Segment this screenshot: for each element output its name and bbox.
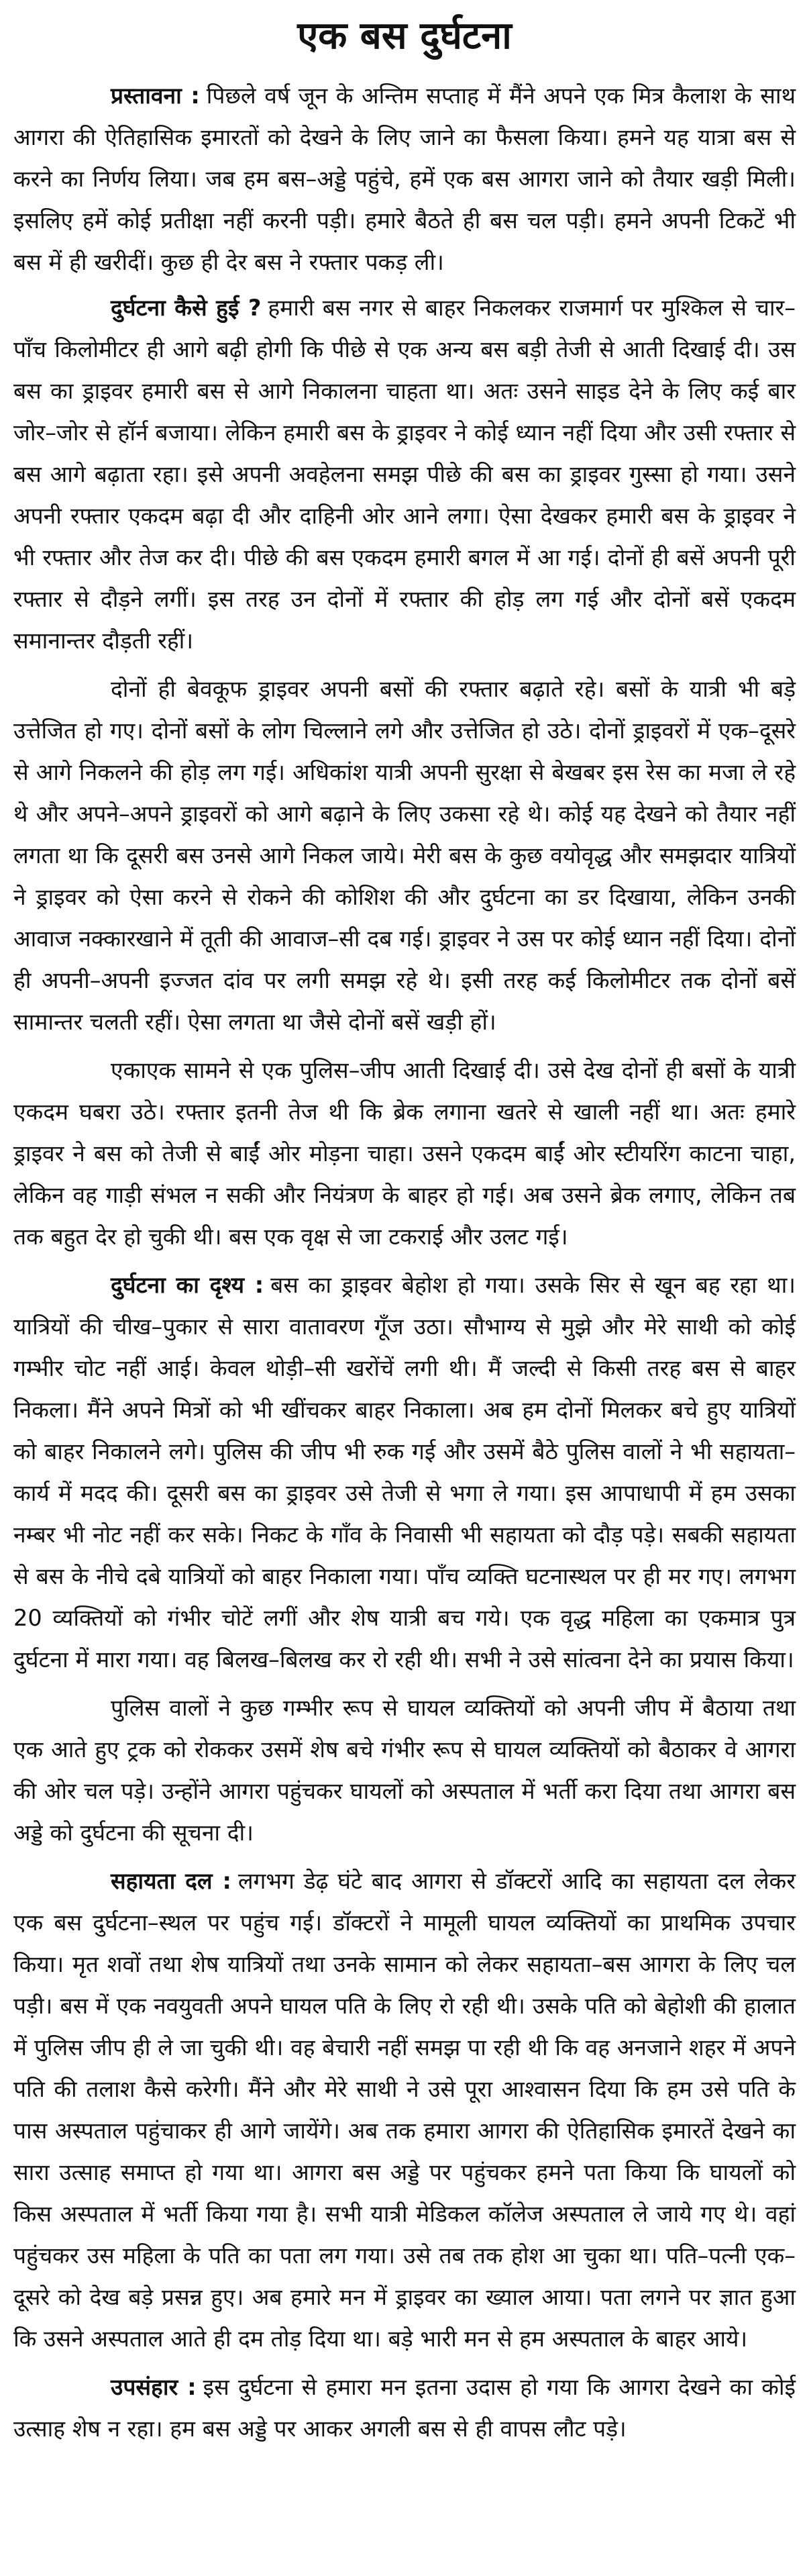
paragraph-introduction <box>13 75 796 283</box>
paragraph-text: हमारी बस नगर से बाहर निकलकर राजमार्ग पर मुश्किल से चार–पाँच किलोमीटर ही आगे बढ़ी होगी कि पीछे से एक अन्य बस बड़ी तेजी से आती दिखाई दी। उस बस का ड्राइवर हमारी बस से आगे निकालना चाहता था। अतः उसने साइड देने के लिए कई बार जोर–जोर से हॉर्न बजाया। लेकिन हमारी बस के ड्राइवर ने कोई ध्यान नहीं दिया और उसी रफ्तार से बस आगे बढ़ाता रहा। इसे अपनी अवहेलना समझ पीछे की बस का ड्राइवर गुस्सा हो गया। उसने अपनी रफ्तार एकदम बढ़ा दी और दाहिनी ओर आने लगा। ऐसा देखकर हमारी बस के ड्राइवर ने भी रफ्तार और तेज कर दी। पीछे की बस एकदम हमारी बगल में आ गई। दोनों ही बसें अपनी पूरी रफ्तार से दौड़ने लगीं। इस तरह उन दोनों में रफ्तार की होड़ लग गई और दोनों बसें एकदम समानान्तर दौड़ती रहीं। <box>13 295 796 654</box>
paragraph-accident-scene <box>13 1265 796 1681</box>
heading-rescue-team: सहायता दल : <box>111 1868 231 1894</box>
paragraph-text: लगभग डेढ़ घंटे बाद आगरा से डॉक्टरों आदि का सहायता दल लेकर एक बस दुर्घटना–स्थल पर पहुंच गई। डॉक्टरों ने मामूली घायल व्यक्तियों का प्राथमिक उपचार किया। मृत शवों तथा शेष यात्रियों तथा उनके सामान को लेकर सहायता–बस आगरा के लिए चल पड़ी। बस में एक नवयुवती अपने घायल पति के लिए रो रही थी। उसके पति को बेहोशी की हालात में पुलिस जीप ही ले जा चुकी थी। वह बेचारी नहीं समझ पा रही थी कि वह अनजाने शहर में अपने पति की तलाश कैसे करेगी। मैंने और मेरे साथी ने उसे पूरा आश्वासन दिया कि हम उसे पति के पास अस्पताल पहुंचाकर ही आगे जायेंगे। अब तक हमारा आगरा की ऐतिहासिक इमारतें देखने का सारा उत्साह समाप्त हो गया था। आगरा बस अड्डे पर पहुंचकर हमने पता किया कि घायलों को किस अस्पताल में भर्ती किया गया है। सभी यात्री मेडिकल कॉलेज अस्पताल ले जाये गए थे। वहां पहुंचकर उस महिला के पति का पता लग गया। उसे तब तक होश आ चुका था। पति–पत्नी एक–दूसरे को देख बड़े प्रसन्न हुए। अब हमारे मन में ड्राइवर का ख्याल आया। पता लगने पर ज्ञात हुआ कि उसने अस्पताल आते ही दम तोड़ दिया था। बड़े भारी मन से हम अस्पताल के बाहर आये। <box>13 1868 796 2352</box>
paragraph-race <box>13 668 796 1043</box>
heading-conclusion: उपसंहार : <box>111 2374 197 2400</box>
heading-introduction: प्रस्तावना : <box>111 83 200 109</box>
paragraph-text: पुलिस वालों ने कुछ गम्भीर रूप से घायल व्यक्तियों को अपनी जीप में बैठाया तथा एक आते हुए ट्रक को रोककर उसमें शेष बचे गंभीर रूप से घायल व्यक्तियों को बैठाकर वे आगरा की ओर चल पड़े। उन्होंने आगरा पहुंचकर घायलों को अस्पताल में भर्ती करा दिया तथा आगरा बस अड्डे को दुर्घटना की सूचना दी। <box>13 1695 796 1846</box>
heading-how-accident-happened: दुर्घटना कैसे हुई ? <box>111 295 262 321</box>
paragraph-text: एकाएक सामने से एक पुलिस–जीप आती दिखाई दी। उसे देख दोनों ही बसों के यात्री एकदम घबरा उठे। रफ्तार इतनी तेज थी कि ब्रेक लगाना खतरे से खाली नहीं था। अतः हमारे ड्राइवर ने बस को तेजी से बाईं ओर मोड़ना चाहा। उसने एकदम बाईं ओर स्टीयरिंग काटना चाहा, लेकिन वह गाड़ी संभल न सकी और नियंत्रण के बाहर हो गई। अब उसने ब्रेक लगाए, लेकिन तब तक बहुत देर हो चुकी थी। बस एक वृक्ष से जा टकराई और उलट गई। <box>13 1057 796 1250</box>
paragraph-police-help <box>13 1687 796 1854</box>
paragraph-rescue-team <box>13 1861 796 2360</box>
paragraph-conclusion <box>13 2367 796 2450</box>
paragraph-crash <box>13 1050 796 1258</box>
paragraph-how-accident-happened <box>13 287 796 662</box>
heading-accident-scene: दुर्घटना का दृश्य : <box>111 1272 264 1298</box>
paragraph-text: पिछले वर्ष जून के अन्तिम सप्ताह में मैंने अपने एक मित्र कैलाश के साथ आगरा की ऐतिहासिक इमारतों को देखने के लिए जाने का फैसला किया। हमने यह यात्रा बस से करने का निर्णय लिया। जब हम बस–अड्डे पहुंचे, हमें एक बस आगरा जाने को तैयार खड़ी मिली। इसलिए हमें कोई प्रतीक्षा नहीं करनी पड़ी। हमारे बैठते ही बस चल पड़ी। हमने अपनी टिकटें भी बस में ही खरीदीं। कुछ ही देर बस ने रफ्तार पकड़ ली। <box>13 83 796 275</box>
paragraph-text: बस का ड्राइवर बेहोश हो गया। उसके सिर से खून बह रहा था। यात्रियों की चीख–पुकार से सारा वातावरण गूँज उठा। सौभाग्य से मुझे और मेरे साथी को कोई गम्भीर चोट नहीं आई। केवल थोड़ी–सी खरोंचें लगी थी। मैं जल्दी से किसी तरह बस से बाहर निकला। मैंने अपने मित्रों को भी खींचकर बाहर निकाला। अब हम दोनों मिलकर बचे हुए यात्रियों को बाहर निकालने लगे। पुलिस की जीप भी रुक गई और उसमें बैठे पुलिस वालों ने भी सहायता–कार्य में मदद की। दूसरी बस का ड्राइवर उसे तेजी से भगा ले गया। इस आपाधापी में हम उसका नम्बर भी नोट नहीं कर सके। निकट के गाँव के निवासी भी सहायता को दौड़ पड़े। सबकी सहायता से बस के नीचे दबे यात्रियों को बाहर निकाला गया। पाँच व्यक्ति घटनास्थल पर ही मर गए। लगभग 20 व्यक्तियों को गंभीर चोटें लगीं और शेष यात्री बच गये। एक वृद्ध महिला का एकमात्र पुत्र दुर्घटना में मारा गया। वह बिलख–बिलख कर रो रही थी। सभी ने उसे सांत्वना देने का प्रयास किया। <box>13 1272 796 1673</box>
essay-title: एक बस दुर्घटना <box>297 14 512 58</box>
paragraph-text: इस दुर्घटना से हमारा मन इतना उदास हो गया कि आगरा देखने का कोई उत्साह शेष न रहा। हम बस अड्डे पर आकर अगली बस से ही वापस लौट पड़े। <box>13 2374 796 2442</box>
paragraph-text: दोनों ही बेवकूफ ड्राइवर अपनी बसों की रफ्तार बढ़ाते रहे। बसों के यात्री भी बड़े उत्तेजित हो गए। दोनों बसों के लोग चिल्लाने लगे और उत्तेजित हो उठे। दोनों ड्राइवरों में एक–दूसरे से आगे निकलने की होड़ लग गई। अधिकांश यात्री अपनी सुरक्षा से बेखबर इस रेस का मजा ले रहे थे और अपने–अपने ड्राइवरों को आगे बढ़ाने के लिए उकसा रहे थे। कोई यह देखने को तैयार नहीं लगता था कि दूसरी बस उनसे आगे निकल जाये। मेरी बस के कुछ वयोवृद्ध और समझदार यात्रियों ने ड्राइवर को ऐसा करने से रोकने की कोशिश की और दुर्घटना का डर दिखाया, लेकिन उनकी आवाज नक्कारखाने में तूती की आवाज–सी दब गई। ड्राइवर ने उस पर कोई ध्यान नहीं दिया। दोनों ही अपनी–अपनी इज्जत दांव पर लगी समझ रहे थे। इसी तरह कई किलोमीटर तक दोनों बसें सामान्तर चलती रहीं। ऐसा लगता था जैसे दोनों बसें खड़ी हों। <box>13 676 796 1035</box>
